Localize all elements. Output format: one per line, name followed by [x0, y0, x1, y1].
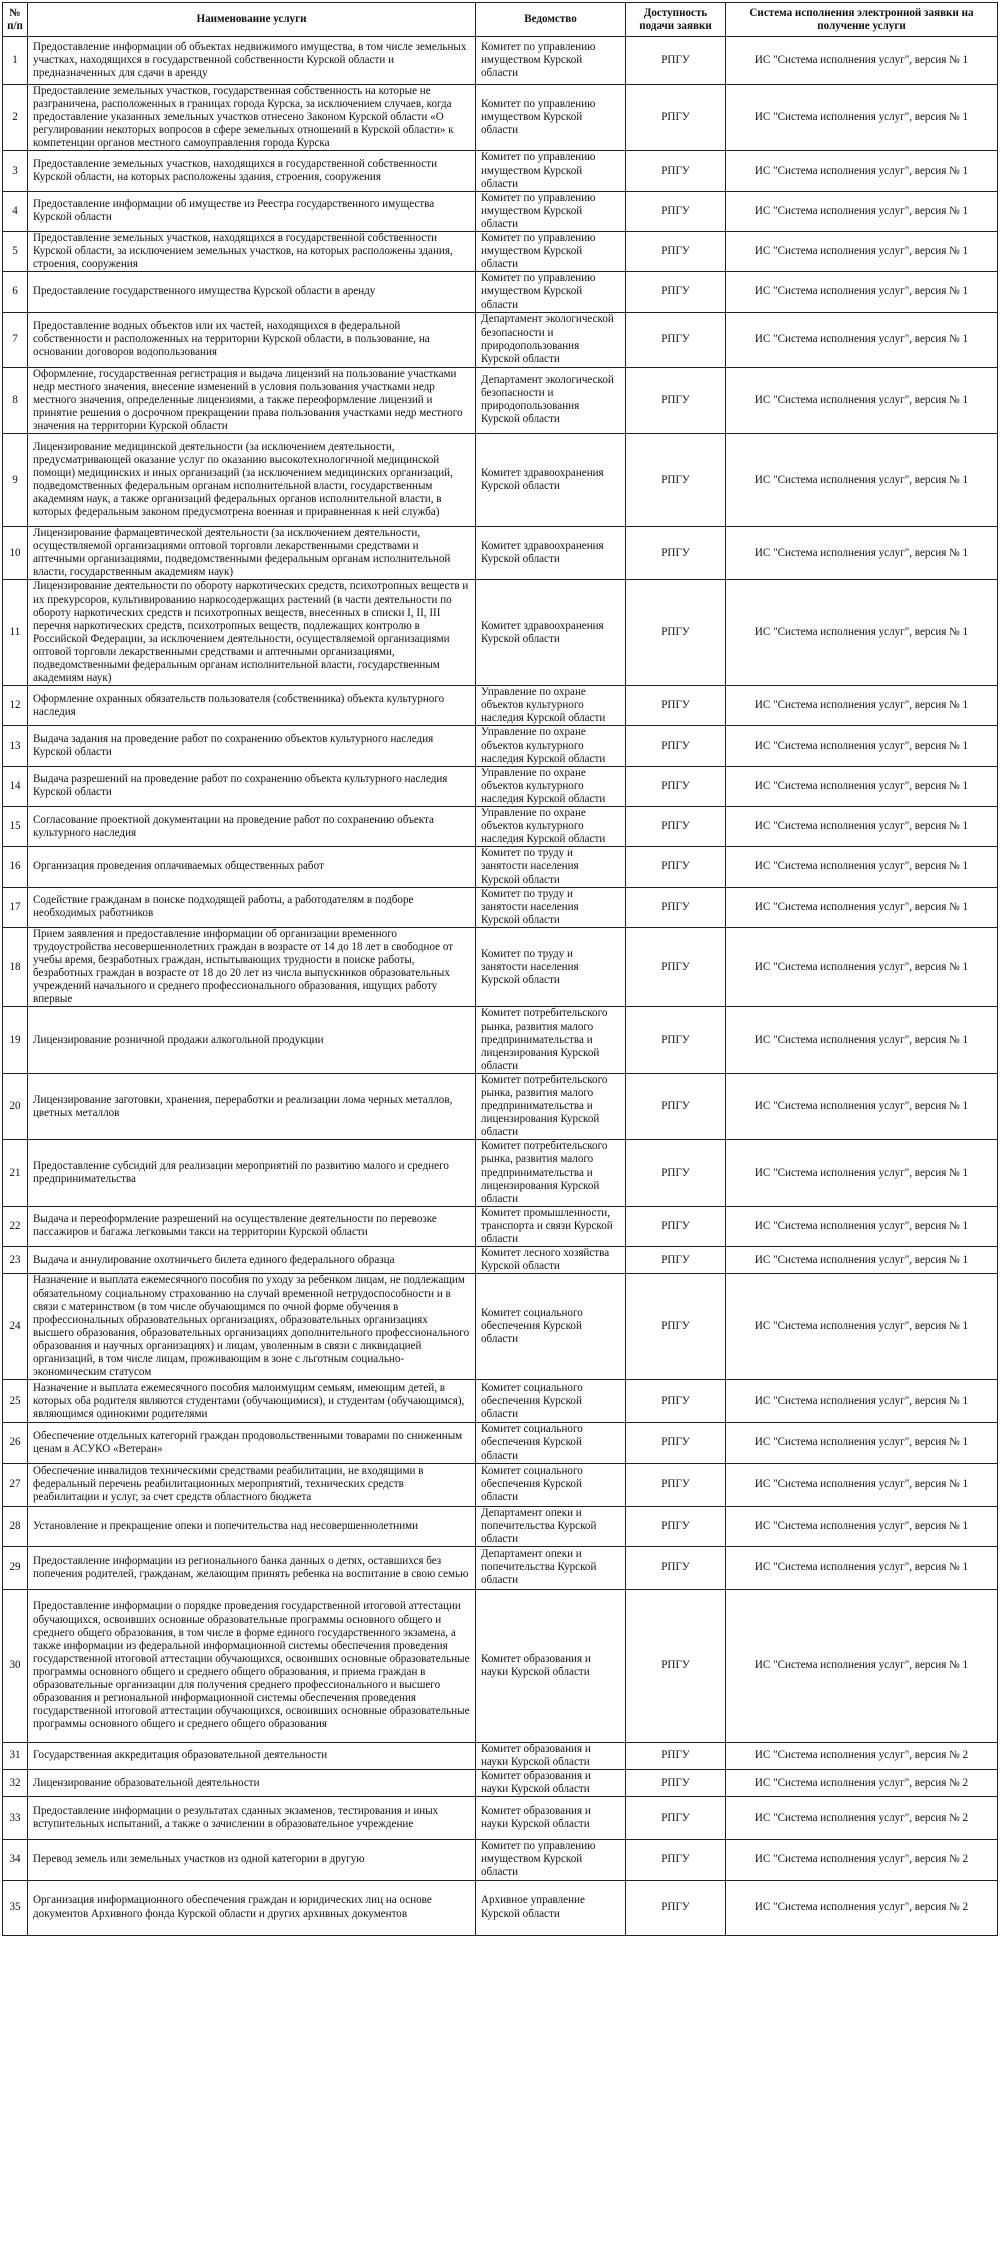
table-row: [3, 1247, 998, 1274]
department: Комитет социального обеспечения Курской области: [476, 1380, 626, 1423]
row-number: 18: [3, 927, 28, 1007]
service-name: Предоставление информации об объектах недвижимого имущества, в том числе земельных участках, находящихся в государственной собственности Курской области и предназначенных для сдачи в аренду: [28, 37, 476, 85]
execution-system: ИС "Система исполнения услуг", версия № 1: [726, 580, 998, 686]
department: Комитет потребительского рынка, развития малого предпринимательства и лицензирования Курской области: [476, 1007, 626, 1073]
execution-system: ИС "Система исполнения услуг", версия № 1: [726, 1140, 998, 1206]
department: Архивное управление Курской области: [476, 1880, 626, 1935]
availability: РПГУ: [626, 272, 726, 312]
row-number: 27: [3, 1463, 28, 1506]
department: Комитет по труду и занятости населения Курской области: [476, 887, 626, 927]
row-number: 2: [3, 85, 28, 151]
availability: РПГУ: [626, 1206, 726, 1246]
row-number: 5: [3, 232, 28, 272]
availability: РПГУ: [626, 367, 726, 433]
availability: РПГУ: [626, 1797, 726, 1840]
row-number: 21: [3, 1140, 28, 1206]
execution-system: ИС "Система исполнения услуг", версия № 1: [726, 312, 998, 367]
execution-system: ИС "Система исполнения услуг", версия № 1: [726, 1206, 998, 1246]
department: Комитет социального обеспечения Курской области: [476, 1423, 626, 1463]
table-row: [3, 1073, 998, 1139]
row-number: 28: [3, 1506, 28, 1546]
row-number: 20: [3, 1073, 28, 1139]
table-row: [3, 85, 998, 151]
department: Комитет здравоохранения Курской области: [476, 580, 626, 686]
availability: РПГУ: [626, 927, 726, 1007]
department: Департамент опеки и попечительства Курской области: [476, 1546, 626, 1589]
service-name: Предоставление информации об имуществе из Реестра государственного имущества Курской области: [28, 191, 476, 231]
department: Комитет социального обеспечения Курской области: [476, 1274, 626, 1380]
execution-system: ИС "Система исполнения услуг", версия № 1: [726, 807, 998, 847]
row-number: 7: [3, 312, 28, 367]
execution-system: ИС "Система исполнения услуг", версия № 2: [726, 1797, 998, 1840]
table-row: [3, 807, 998, 847]
execution-system: ИС "Система исполнения услуг", версия № 1: [726, 726, 998, 766]
table-row: [3, 686, 998, 726]
service-name: Организация информационного обеспечения граждан и юридических лиц на основе документов Архивного фонда Курской области и других архивных документов: [28, 1880, 476, 1935]
row-number: 26: [3, 1423, 28, 1463]
department: Комитет образования и науки Курской области: [476, 1742, 626, 1769]
department: Комитет по управлению имуществом Курской области: [476, 85, 626, 151]
execution-system: ИС "Система исполнения услуг", версия № 2: [726, 1742, 998, 1769]
row-number: 15: [3, 807, 28, 847]
department: Управление по охране объектов культурного наследия Курской области: [476, 726, 626, 766]
department: Комитет по управлению имуществом Курской области: [476, 232, 626, 272]
department: Комитет промышленности, транспорта и связи Курской области: [476, 1206, 626, 1246]
table-row: [3, 887, 998, 927]
execution-system: ИС "Система исполнения услуг", версия № 1: [726, 232, 998, 272]
row-number: 19: [3, 1007, 28, 1073]
execution-system: ИС "Система исполнения услуг", версия № 1: [726, 1380, 998, 1423]
department: Комитет лесного хозяйства Курской области: [476, 1247, 626, 1274]
row-number: 11: [3, 580, 28, 686]
availability: РПГУ: [626, 766, 726, 806]
availability: РПГУ: [626, 1007, 726, 1073]
table-row: [3, 1140, 998, 1206]
availability: РПГУ: [626, 1770, 726, 1797]
row-number: 32: [3, 1770, 28, 1797]
service-name: Назначение и выплата ежемесячного пособия по уходу за ребенком лицам, не подлежащим обязательному социальному страхованию на случай временной нетрудоспособности и в связи с материнством (в том числе обучающимся по очной форме обучения в профессиональных образовательных организациях, образовательных организациях высшего образования, образовательных организациях дополнительного профессионального образования и научных организациях) и лицам, уволенным в связи с ликвидацией организаций, в том числе лицам, проживающим в зоне с льготным социально-экономическим статусом: [28, 1274, 476, 1380]
execution-system: ИС "Система исполнения услуг", версия № 1: [726, 1506, 998, 1546]
service-name: Выдача и переоформление разрешений на осуществление деятельности по перевозке пассажиров и багажа легковыми такси на территории Курской области: [28, 1206, 476, 1246]
row-number: 34: [3, 1840, 28, 1880]
row-number: 30: [3, 1589, 28, 1742]
department: Комитет образования и науки Курской области: [476, 1770, 626, 1797]
service-name: Лицензирование заготовки, хранения, переработки и реализации лома черных металлов, цветных металлов: [28, 1073, 476, 1139]
department: Управление по охране объектов культурного наследия Курской области: [476, 686, 626, 726]
row-number: 23: [3, 1247, 28, 1274]
execution-system: ИС "Система исполнения услуг", версия № 1: [726, 1247, 998, 1274]
department: Департамент экологической безопасности и природопользования Курской области: [476, 367, 626, 433]
table-row: [3, 1546, 998, 1589]
service-name: Предоставление земельных участков, находящихся в государственной собственности Курской области, на которых расположены здания, строения, сооружения: [28, 151, 476, 191]
service-name: Установление и прекращение опеки и попечительства над несовершеннолетними: [28, 1506, 476, 1546]
table-row: [3, 1274, 998, 1380]
table-row: [3, 1380, 998, 1423]
row-number: 9: [3, 434, 28, 527]
row-number: 33: [3, 1797, 28, 1840]
row-number: 12: [3, 686, 28, 726]
service-name: Предоставление информации о порядке проведения государственной итоговой аттестации обучающихся, освоивших основные образовательные программы основного общего и среднего общего образования, в том числе в форме единого государственного экзамена, а также информации из федеральной информационной системы обеспечения проведения государственной итоговой аттестации обучающихся, освоивших основные образовательные программы основного общего и среднего общего образования, и приема граждан в образовательные организации для получения среднего профессионального и высшего образования и региональной информационной системы обеспечения проведения государственной итоговой аттестации обучающихся, освоивших основные образовательные программы основного общего и среднего общего образования: [28, 1589, 476, 1742]
department: Комитет образования и науки Курской области: [476, 1797, 626, 1840]
availability: РПГУ: [626, 232, 726, 272]
table-row: [3, 1770, 998, 1797]
service-name: Назначение и выплата ежемесячного пособия малоимущим семьям, имеющим детей, в которых оба родителя являются студентами (обучающимися), и студентам (обучающимся), являющимся одинокими родителями: [28, 1380, 476, 1423]
execution-system: ИС "Система исполнения услуг", версия № 1: [726, 272, 998, 312]
service-name: Государственная аккредитация образовательной деятельности: [28, 1742, 476, 1769]
row-number: 29: [3, 1546, 28, 1589]
table-row: [3, 1463, 998, 1506]
header-num: № п/п: [3, 3, 28, 37]
availability: РПГУ: [626, 37, 726, 85]
service-name: Оформление, государственная регистрация и выдача лицензий на пользование участками недр местного значения, внесение изменений в условия пользования участками недр местного значения, определенные лицензиями, а также переоформление лицензий и принятие решения о досрочном прекращении права пользования участками недр местного значения на территории Курской области: [28, 367, 476, 433]
execution-system: ИС "Система исполнения услуг", версия № 2: [726, 1880, 998, 1935]
row-number: 3: [3, 151, 28, 191]
availability: РПГУ: [626, 847, 726, 887]
availability: РПГУ: [626, 1463, 726, 1506]
service-name: Оформление охранных обязательств пользователя (собственника) объекта культурного наследия: [28, 686, 476, 726]
availability: РПГУ: [626, 1380, 726, 1423]
department: Комитет по труду и занятости населения Курской области: [476, 927, 626, 1007]
table-row: [3, 527, 998, 580]
execution-system: ИС "Система исполнения услуг", версия № 1: [726, 1463, 998, 1506]
department: Комитет образования и науки Курской области: [476, 1589, 626, 1742]
table-row: [3, 1423, 998, 1463]
row-number: 14: [3, 766, 28, 806]
availability: РПГУ: [626, 726, 726, 766]
services-table: [2, 2, 998, 1936]
table-row: [3, 272, 998, 312]
execution-system: ИС "Система исполнения услуг", версия № 1: [726, 1274, 998, 1380]
execution-system: ИС "Система исполнения услуг", версия № 1: [726, 37, 998, 85]
availability: РПГУ: [626, 312, 726, 367]
execution-system: ИС "Система исполнения услуг", версия № 1: [726, 367, 998, 433]
table-row: [3, 1742, 998, 1769]
availability: РПГУ: [626, 1840, 726, 1880]
availability: РПГУ: [626, 1506, 726, 1546]
execution-system: ИС "Система исполнения услуг", версия № 1: [726, 847, 998, 887]
service-name: Организация проведения оплачиваемых общественных работ: [28, 847, 476, 887]
header-availability: Доступность подачи заявки: [626, 3, 726, 37]
execution-system: ИС "Система исполнения услуг", версия № 2: [726, 1770, 998, 1797]
table-row: [3, 726, 998, 766]
availability: РПГУ: [626, 1073, 726, 1139]
execution-system: ИС "Система исполнения услуг", версия № 1: [726, 1423, 998, 1463]
row-number: 25: [3, 1380, 28, 1423]
department: Комитет потребительского рынка, развития малого предпринимательства и лицензирования Курской области: [476, 1140, 626, 1206]
table-row: [3, 191, 998, 231]
table-row: [3, 1797, 998, 1840]
department: Департамент опеки и попечительства Курской области: [476, 1506, 626, 1546]
execution-system: ИС "Система исполнения услуг", версия № 2: [726, 1840, 998, 1880]
header-service-name: Наименование услуги: [28, 3, 476, 37]
row-number: 24: [3, 1274, 28, 1380]
department: Управление по охране объектов культурного наследия Курской области: [476, 807, 626, 847]
row-number: 8: [3, 367, 28, 433]
service-name: Предоставление водных объектов или их частей, находящихся в федеральной собственности и расположенных на территории Курской области, в пользование, на основании договоров водопользования: [28, 312, 476, 367]
service-name: Выдача задания на проведение работ по сохранению объектов культурного наследия Курской области: [28, 726, 476, 766]
table-row: [3, 232, 998, 272]
service-name: Предоставление земельных участков, государственная собственность на которые не разграничена, расположенных в границах города Курска, за исключением случаев, когда предоставление указанных земельных участков отнесено Законом Курской области «О регулировании некоторых вопросов в сфере земельных отношений в Курской области» к компетенции органов местного самоуправления города Курска: [28, 85, 476, 151]
department: Департамент экологической безопасности и природопользования Курской области: [476, 312, 626, 367]
availability: РПГУ: [626, 686, 726, 726]
service-name: Перевод земель или земельных участков из одной категории в другую: [28, 1840, 476, 1880]
row-number: 13: [3, 726, 28, 766]
table-row: [3, 1589, 998, 1742]
execution-system: ИС "Система исполнения услуг", версия № 1: [726, 927, 998, 1007]
table-row: [3, 766, 998, 806]
department: Комитет потребительского рынка, развития малого предпринимательства и лицензирования Курской области: [476, 1073, 626, 1139]
service-name: Лицензирование медицинской деятельности (за исключением деятельности, предусматривающей оказание услуг по оказанию высокотехнологичной медицинской помощи) медицинских и иных организаций (за исключением медицинских организаций, подведомственных федеральным органам исполнительной власти, государственным академиям наук, а также организаций федеральных органов исполнительной власти, в которых федеральным законом предусмотрена военная и приравненная к ней служба): [28, 434, 476, 527]
availability: РПГУ: [626, 580, 726, 686]
execution-system: ИС "Система исполнения услуг", версия № 1: [726, 434, 998, 527]
row-number: 22: [3, 1206, 28, 1246]
table-row: [3, 1840, 998, 1880]
service-name: Лицензирование фармацевтической деятельности (за исключением деятельности, осуществляемой организациями оптовой торговли лекарственными средствами и аптечными организациями, подведомственными федеральным органам исполнительной власти, государственным академиям наук): [28, 527, 476, 580]
table-row: [3, 1880, 998, 1935]
department: Комитет социального обеспечения Курской области: [476, 1463, 626, 1506]
table-row: [3, 927, 998, 1007]
availability: РПГУ: [626, 527, 726, 580]
row-number: 17: [3, 887, 28, 927]
header-system: Система исполнения электронной заявки на получение услуги: [726, 3, 998, 37]
table-row: [3, 580, 998, 686]
table-row: [3, 367, 998, 433]
department: Комитет по управлению имуществом Курской области: [476, 1840, 626, 1880]
service-name: Лицензирование розничной продажи алкогольной продукции: [28, 1007, 476, 1073]
row-number: 10: [3, 527, 28, 580]
service-name: Предоставление государственного имущества Курской области в аренду: [28, 272, 476, 312]
service-name: Предоставление земельных участков, находящихся в государственной собственности Курской области, за исключением земельных участков, на которых расположены здания, строения, сооружения: [28, 232, 476, 272]
availability: РПГУ: [626, 887, 726, 927]
execution-system: ИС "Система исполнения услуг", версия № 1: [726, 1546, 998, 1589]
row-number: 31: [3, 1742, 28, 1769]
service-name: Согласование проектной документации на проведение работ по сохранению объекта культурного наследия: [28, 807, 476, 847]
table-row: [3, 434, 998, 527]
execution-system: ИС "Система исполнения услуг", версия № 1: [726, 1073, 998, 1139]
execution-system: ИС "Система исполнения услуг", версия № 1: [726, 1007, 998, 1073]
availability: РПГУ: [626, 151, 726, 191]
availability: РПГУ: [626, 1423, 726, 1463]
row-number: 4: [3, 191, 28, 231]
service-name: Выдача и аннулирование охотничьего билета единого федерального образца: [28, 1247, 476, 1274]
availability: РПГУ: [626, 85, 726, 151]
availability: РПГУ: [626, 1589, 726, 1742]
department: Комитет здравоохранения Курской области: [476, 527, 626, 580]
execution-system: ИС "Система исполнения услуг", версия № 1: [726, 151, 998, 191]
execution-system: ИС "Система исполнения услуг", версия № 1: [726, 887, 998, 927]
department: Комитет по управлению имуществом Курской области: [476, 151, 626, 191]
execution-system: ИС "Система исполнения услуг", версия № 1: [726, 1589, 998, 1742]
table-row: [3, 312, 998, 367]
table-row: [3, 1007, 998, 1073]
department: Комитет по управлению имуществом Курской области: [476, 191, 626, 231]
department: Комитет по труду и занятости населения Курской области: [476, 847, 626, 887]
availability: РПГУ: [626, 1247, 726, 1274]
availability: РПГУ: [626, 1880, 726, 1935]
row-number: 1: [3, 37, 28, 85]
availability: РПГУ: [626, 1274, 726, 1380]
service-name: Прием заявления и предоставление информации об организации временного трудоустройства несовершеннолетних граждан в возрасте от 14 до 18 лет в свободное от учебы время, безработных граждан, испытывающих трудности в поиске работы, безработных граждан в возрасте от 18 до 20 лет из числа выпускников образовательных учреждений начального и среднего профессионального образования, ищущих работу впервые: [28, 927, 476, 1007]
row-number: 16: [3, 847, 28, 887]
table-body: [3, 37, 998, 1936]
table-row: [3, 847, 998, 887]
table-row: [3, 1206, 998, 1246]
row-number: 6: [3, 272, 28, 312]
availability: РПГУ: [626, 191, 726, 231]
execution-system: ИС "Система исполнения услуг", версия № 1: [726, 686, 998, 726]
service-name: Предоставление информации из регионального банка данных о детях, оставшихся без попечения родителей, гражданам, желающим принять ребенка на воспитание в свою семью: [28, 1546, 476, 1589]
table-row: [3, 37, 998, 85]
header-row: [3, 3, 998, 37]
service-name: Лицензирование деятельности по обороту наркотических средств, психотропных веществ и их прекурсоров, культивированию наркосодержащих растений (в части деятельности по обороту наркотических средств и психотропных веществ, внесенных в списки I, II, III перечня наркотических средств, психотропных веществ, подлежащих контролю в Российской Федерации, за исключением деятельности, осуществляемой организациями оптовой торговли лекарственными средствами и аптечными организациями, подведомственными федеральным органам исполнительной власти, государственным академиям наук): [28, 580, 476, 686]
department: Комитет по управлению имуществом Курской области: [476, 37, 626, 85]
service-name: Содействие гражданам в поиске подходящей работы, а работодателям в подборе необходимых работников: [28, 887, 476, 927]
service-name: Выдача разрешений на проведение работ по сохранению объекта культурного наследия Курской области: [28, 766, 476, 806]
service-name: Обеспечение инвалидов техническими средствами реабилитации, не входящими в федеральный перечень реабилитационных мероприятий, технических средств реабилитации и услуг, за счет средств областного бюджета: [28, 1463, 476, 1506]
department: Комитет по управлению имуществом Курской области: [476, 272, 626, 312]
availability: РПГУ: [626, 434, 726, 527]
execution-system: ИС "Система исполнения услуг", версия № 1: [726, 527, 998, 580]
table-row: [3, 1506, 998, 1546]
service-name: Предоставление субсидий для реализации мероприятий по развитию малого и среднего предпринимательства: [28, 1140, 476, 1206]
department: Комитет здравоохранения Курской области: [476, 434, 626, 527]
availability: РПГУ: [626, 1140, 726, 1206]
availability: РПГУ: [626, 1546, 726, 1589]
row-number: 35: [3, 1880, 28, 1935]
availability: РПГУ: [626, 807, 726, 847]
service-name: Предоставление информации о результатах сданных экзаменов, тестирования и иных вступительных испытаний, а также о зачислении в образовательное учреждение: [28, 1797, 476, 1840]
execution-system: ИС "Система исполнения услуг", версия № 1: [726, 766, 998, 806]
department: Управление по охране объектов культурного наследия Курской области: [476, 766, 626, 806]
table-row: [3, 151, 998, 191]
execution-system: ИС "Система исполнения услуг", версия № 1: [726, 191, 998, 231]
availability: РПГУ: [626, 1742, 726, 1769]
service-name: Лицензирование образовательной деятельности: [28, 1770, 476, 1797]
service-name: Обеспечение отдельных категорий граждан продовольственными товарами по сниженным ценам в АСУКО «Ветеран»: [28, 1423, 476, 1463]
header-department: Ведомство: [476, 3, 626, 37]
execution-system: ИС "Система исполнения услуг", версия № 1: [726, 85, 998, 151]
